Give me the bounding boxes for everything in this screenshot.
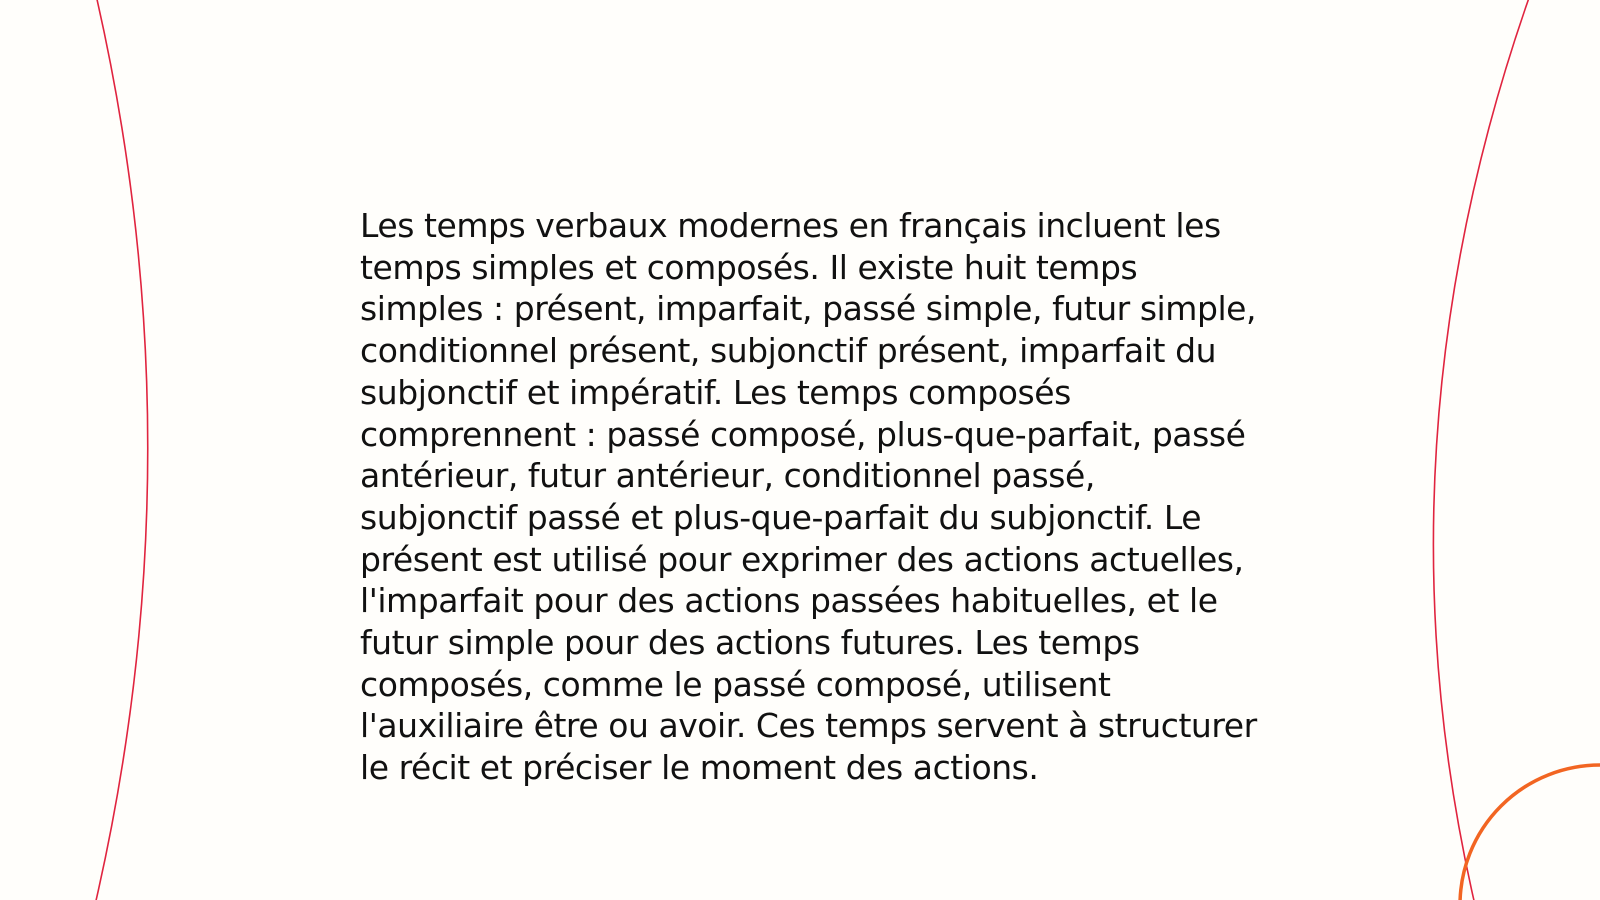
right-curve-line — [1433, 0, 1530, 900]
accent-circle-arc — [1460, 765, 1600, 900]
left-curve-line — [95, 0, 148, 900]
slide-body-text: Les temps verbaux modernes en français incluent les temps simples et composés. Il existe huit temps simples : présent, imparfait, passé simple, futur simple, conditionnel présent, subjonctif présent, imparfait du subjonctif et impératif. Les temps composés comprennent : passé composé, plus-que-parfait, passé antérieur, futur antérieur, conditionnel passé, subjonctif passé et plus-que-parfait du subjonctif. Le présent est utilisé pour exprimer des actions actuelles, l'imparfait pour des actions passées habituelles, et le futur simple pour des actions futures. Les temps composés, comme le passé composé, utilisent l'auxiliaire être ou avoir. Ces temps servent à structurer le récit et préciser le moment des actions. — [360, 206, 1257, 788]
